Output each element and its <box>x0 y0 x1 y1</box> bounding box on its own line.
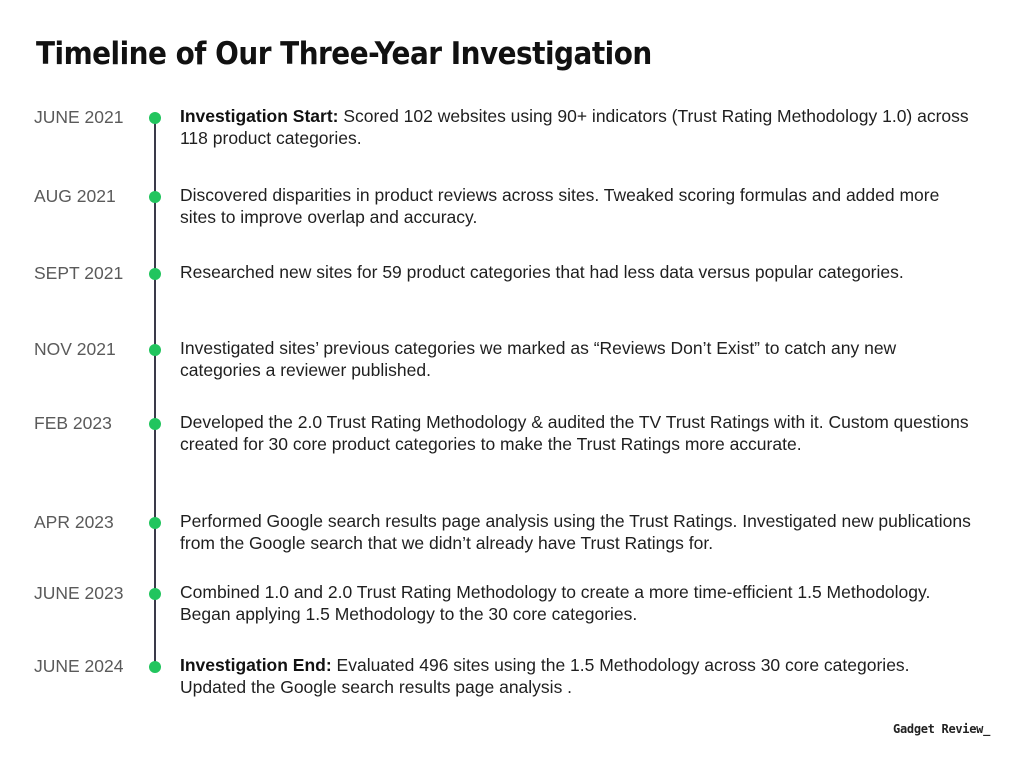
page-title: Timeline of Our Three-Year Investigation <box>36 36 652 72</box>
entry-text <box>180 105 980 149</box>
entry-body: Evaluated 496 sites using the 1.5 Methodology across 30 core categories. Updated the Google search results page analysis . <box>180 655 910 697</box>
entry-date: NOV 2021 <box>34 339 116 359</box>
timeline-dot <box>149 191 161 203</box>
timeline-dot <box>149 268 161 280</box>
timeline-dot <box>149 112 161 124</box>
entry-date: JUNE 2021 <box>34 107 124 127</box>
timeline-dot <box>149 344 161 356</box>
entry-lead: Investigation Start: <box>180 106 339 126</box>
entry-text <box>180 337 980 381</box>
entry-date: JUNE 2023 <box>34 583 124 603</box>
entry-text <box>180 184 980 228</box>
entry-lead: Investigation End: <box>180 655 332 675</box>
entry-body: Performed Google search results page analysis using the Trust Ratings. Investigated new publications from the Google search that we didn’t already have Trust Ratings for. <box>180 511 971 553</box>
entry-text <box>180 510 980 554</box>
entry-body: Researched new sites for 59 product categories that had less data versus popular categories. <box>180 262 904 282</box>
entry-date: JUNE 2024 <box>34 656 124 676</box>
timeline-dot <box>149 661 161 673</box>
entry-body: Discovered disparities in product reviews across sites. Tweaked scoring formulas and added more sites to improve overlap and accuracy. <box>180 185 940 227</box>
entry-body: Scored 102 websites using 90+ indicators (Trust Rating Methodology 1.0) across 118 product categories. <box>180 106 969 148</box>
entry-text <box>180 261 980 283</box>
timeline-dot <box>149 418 161 430</box>
entry-body: Developed the 2.0 Trust Rating Methodology & audited the TV Trust Ratings with it. Custom questions created for 30 core product categories to make the Trust Ratings more accurate. <box>180 412 969 454</box>
brand-logo: Gadget Review_ <box>893 722 990 736</box>
entry-body: Investigated sites’ previous categories we marked as “Reviews Don’t Exist” to catch any new categories a reviewer published. <box>180 338 897 380</box>
entry-date: AUG 2021 <box>34 186 116 206</box>
timeline-dot <box>149 517 161 529</box>
entry-text <box>180 581 980 625</box>
entry-date: SEPT 2021 <box>34 263 124 283</box>
entry-text <box>180 654 980 698</box>
entry-date: FEB 2023 <box>34 413 112 433</box>
timeline-dot <box>149 588 161 600</box>
entry-body: Combined 1.0 and 2.0 Trust Rating Methodology to create a more time-efficient 1.5 Methodology. Began applying 1.5 Methodology to the 30 core categories. <box>180 582 931 624</box>
entry-text <box>180 411 980 455</box>
entry-date: APR 2023 <box>34 512 114 532</box>
